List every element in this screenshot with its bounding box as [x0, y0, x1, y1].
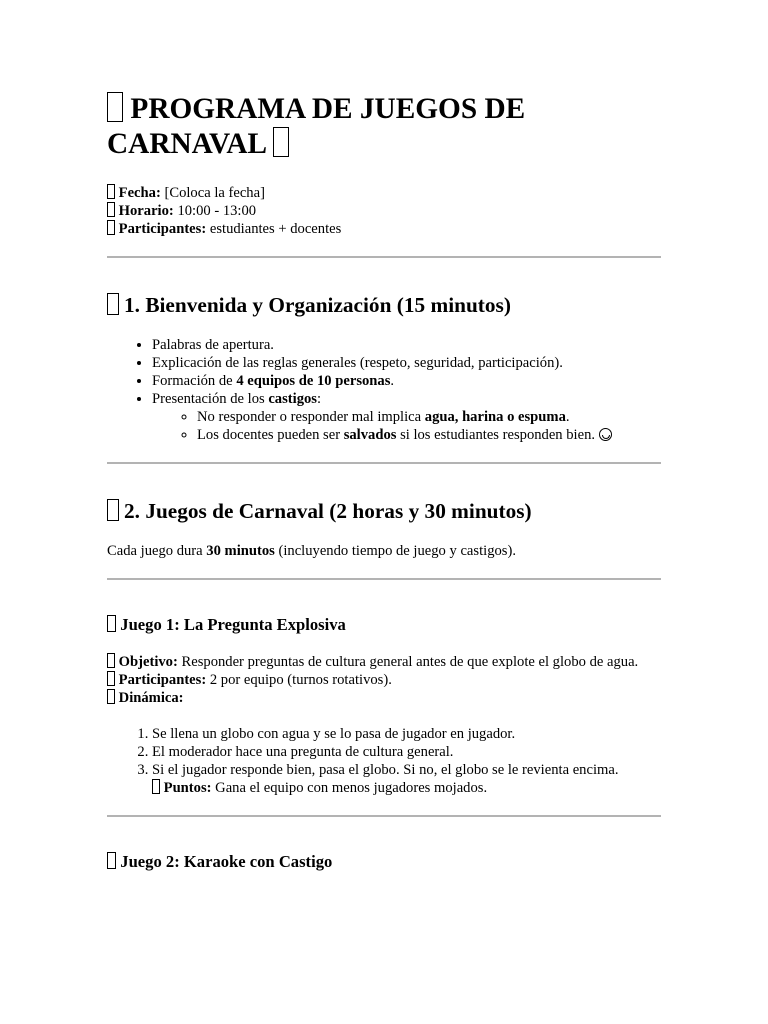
meta-horario: Horario: 10:00 - 13:00 — [107, 202, 661, 220]
placeholder-icon — [107, 92, 123, 121]
castigos-sublist — [152, 408, 661, 444]
page-title: PROGRAMA DE JUEGOS DE CARNAVAL — [107, 93, 526, 160]
placeholder-icon — [107, 615, 116, 632]
meta-fecha: Fecha: [Coloca la fecha] — [107, 184, 661, 202]
placeholder-icon — [107, 499, 119, 520]
calendar-icon — [107, 184, 115, 199]
clock-icon — [107, 202, 115, 217]
juego1-heading: Juego 1: La Pregunta Explosiva — [107, 615, 661, 635]
list-item: • Explicación de las reglas generales (respeto, seguridad, participación). — [152, 354, 661, 372]
juego1-puntos: Puntos: Gana el equipo con menos jugadores mojados. — [152, 779, 661, 797]
divider — [107, 578, 661, 580]
divider — [107, 462, 661, 464]
list-item: 3. Si el jugador responde bien, pasa el globo. Si no, el globo se le revienta encima. Puntos: Gana el equipo con menos jugadores mojados. — [152, 761, 661, 797]
section-heading-bienvenida: 1. Bienvenida y Organización (15 minutos) — [107, 292, 661, 318]
divider — [107, 815, 661, 817]
bienvenida-list — [107, 336, 661, 444]
people-icon — [107, 220, 115, 235]
juego1-objetivo: Objetivo: Responder preguntas de cultura general antes de que explote el globo de agua. — [107, 653, 661, 671]
placeholder-icon — [107, 852, 116, 869]
meta-participantes: Participantes: estudiantes + docentes — [107, 220, 661, 238]
list-item: ◦ Los docentes pueden ser salvados si los estudiantes responden bien. — [197, 426, 661, 444]
list-item: 2. El moderador hace una pregunta de cultura general. — [152, 743, 661, 761]
target-icon — [107, 653, 115, 668]
list-item: • Presentación de los castigos: ◦ No responder o responder mal implica agua, harina o espuma. ◦ Los docentes pueden ser salvados si los estudiantes responden bien. — [152, 390, 661, 444]
divider — [107, 256, 661, 258]
section-heading-juegos: 2. Juegos de Carnaval (2 horas y 30 minutos) — [107, 498, 661, 524]
people-icon — [107, 671, 115, 686]
meta-block — [107, 184, 661, 238]
list-item: ◦ No responder o responder mal implica agua, harina o espuma. — [197, 408, 661, 426]
trophy-icon — [152, 779, 160, 794]
placeholder-icon — [273, 127, 289, 156]
placeholder-icon — [107, 293, 119, 314]
juegos-intro: Cada juego dura 30 minutos (incluyendo tiempo de juego y castigos). — [107, 543, 516, 559]
list-item: 1. Se llena un globo con agua y se lo pasa de jugador en jugador. — [152, 725, 661, 743]
juego1-details — [107, 653, 661, 707]
juego1-steps — [107, 725, 661, 797]
juego2-heading: Juego 2: Karaoke con Castigo — [107, 852, 661, 872]
placeholder-icon — [107, 689, 115, 704]
juego1-participantes: Participantes: 2 por equipo (turnos rotativos). — [107, 671, 661, 689]
list-item: • Formación de 4 equipos de 10 personas. — [152, 372, 661, 390]
juego1-dinamica: Dinámica: — [107, 689, 661, 707]
document-page — [107, 92, 661, 872]
laughing-face-icon — [599, 428, 612, 441]
list-item: • Palabras de apertura. — [152, 336, 661, 354]
